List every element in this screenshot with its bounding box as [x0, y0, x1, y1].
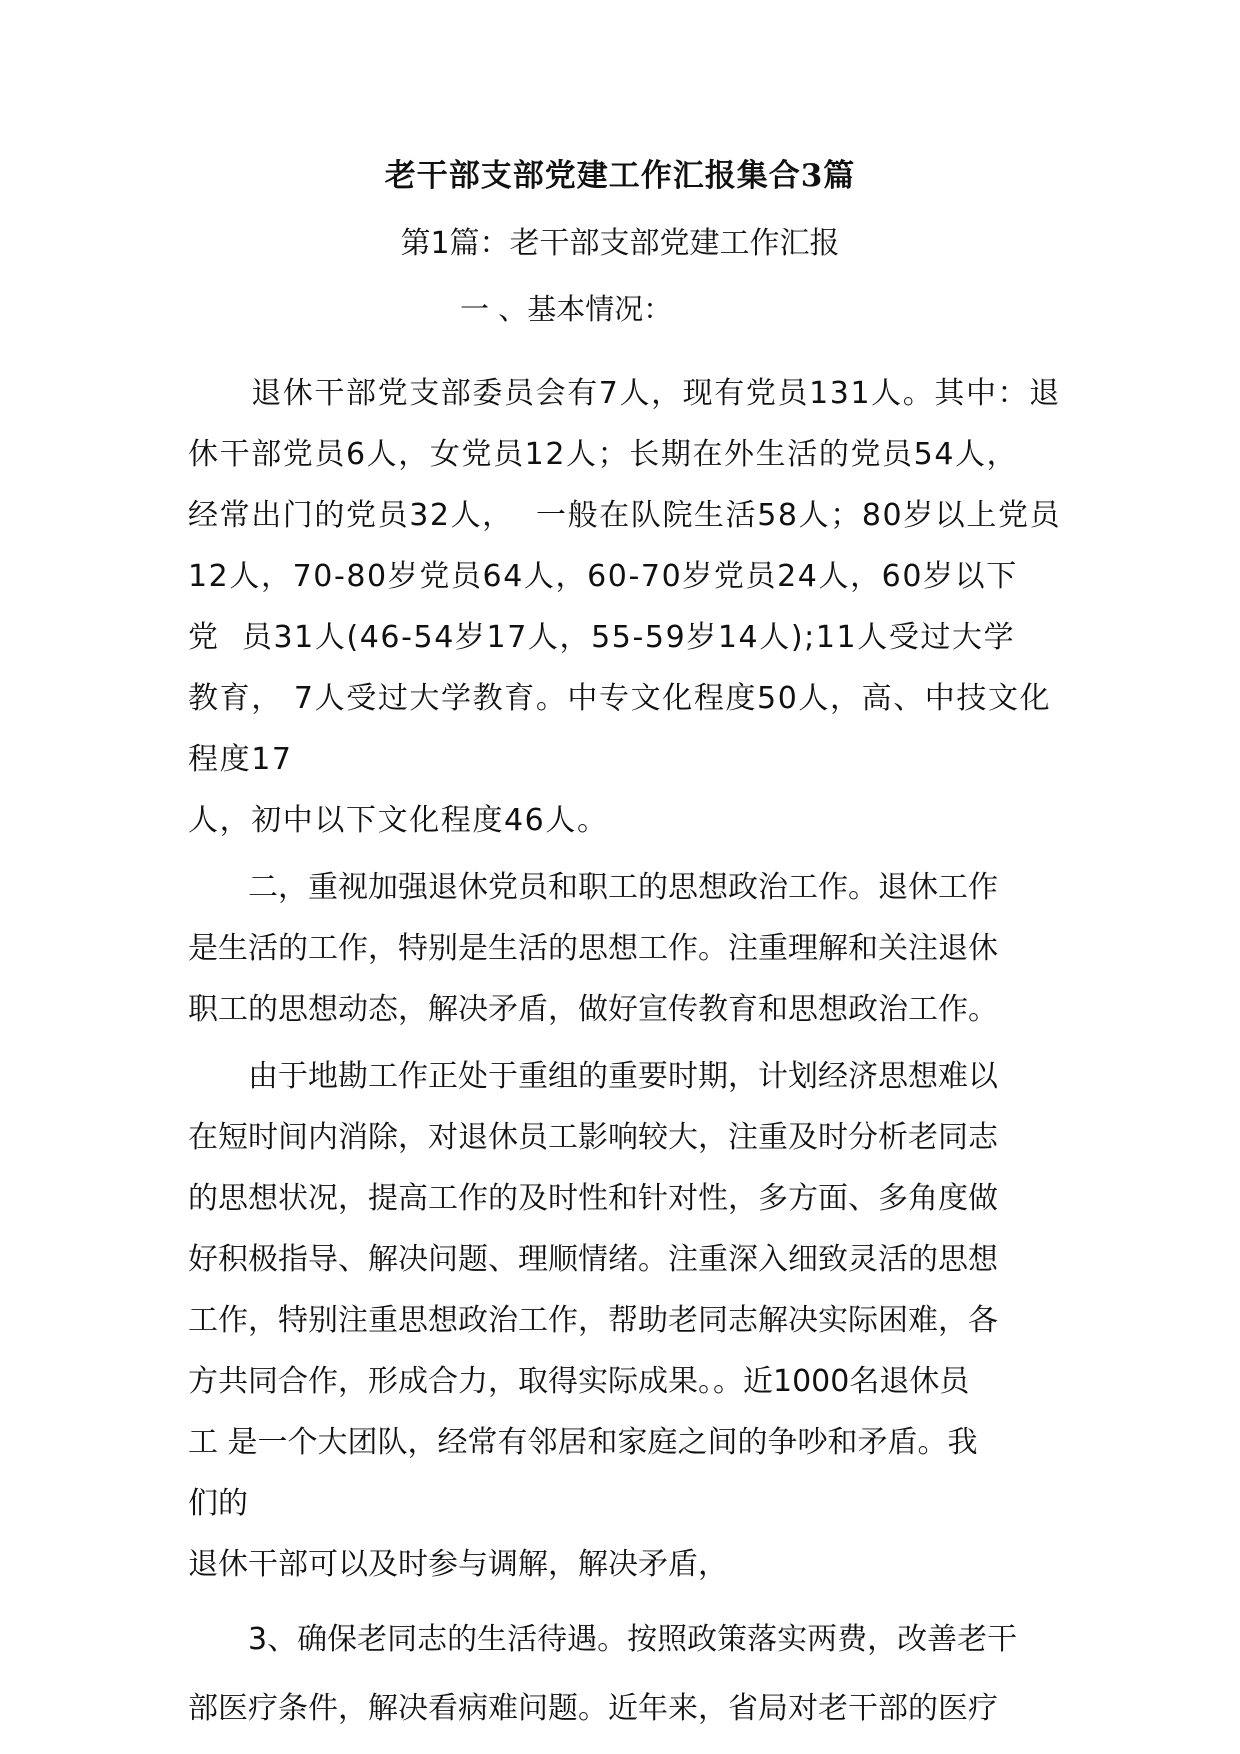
paragraph-line: 程度17: [188, 742, 293, 777]
paragraph-line: 好积极指导、解决问题、理顺情绪。注重深入细致灵活的思想: [188, 1242, 998, 1277]
paragraph-line: 党 员31人(46-54岁17人，55-59岁14人);11人受过大学: [188, 620, 1016, 655]
document-body: [188, 363, 1068, 1739]
paragraph-basic-info: [188, 363, 1068, 851]
paragraph-restructuring: [188, 1046, 1068, 1595]
section-heading: 一 、基本情况：: [460, 292, 673, 326]
paragraph-line: 方共同合作，形成合力，取得实际成果。。近1000名退休员: [188, 1364, 970, 1399]
paragraph-line: 的思想状况，提高工作的及时性和针对性，多方面、多角度做: [188, 1181, 998, 1216]
paragraph-line: 退休干部可以及时参与调解，解决矛盾，: [188, 1547, 728, 1582]
paragraph-line: 由于地勘工作正处于重组的重要时期，计划经济思想难以: [188, 1059, 998, 1094]
paragraph-ideological-work: [188, 857, 1068, 1040]
document-subtitle: 第1篇：老干部支部党建工作汇报: [400, 226, 840, 261]
paragraph-line: 12人，70-80岁党员64人，60-70岁党员24人，60岁以下: [188, 559, 1018, 594]
paragraph-line: 教育， 7人受过大学教育。中专文化程度50人，高、中技文化: [188, 681, 1052, 716]
paragraph-line: 是生活的工作，特别是生活的思想工作。注重理解和关注退休: [188, 931, 998, 966]
document-title: 老干部支部党建工作汇报集合3篇: [384, 158, 856, 194]
paragraph-line: 在短时间内消除，对退休员工影响较大，注重及时分析老同志: [188, 1120, 998, 1155]
paragraph-living-treatment: [188, 1609, 1068, 1739]
paragraph-line: 职工的思想动态，解决矛盾，做好宣传教育和思想政治工作。: [188, 992, 998, 1027]
paragraph-line: 工作，特别注重思想政治工作，帮助老同志解决实际困难，各: [188, 1303, 998, 1338]
paragraph-line: 3、确保老同志的生活待遇。按照政策落实两费，改善老干: [188, 1622, 1018, 1657]
paragraph-line: 经常出门的党员32人， 一般在队院生活58人；80岁以上党员: [188, 498, 1062, 533]
paragraph-line: 休干部党员6人，女党员12人；长期在外生活的党员54人，: [188, 437, 1019, 472]
paragraph-line: 二，重视加强退休党员和职工的思想政治工作。退休工作: [188, 870, 998, 905]
paragraph-line: 退休干部党支部委员会有7人，现有党员131人。其中：退: [188, 376, 1061, 411]
paragraph-line: 人，初中以下文化程度46人。: [188, 803, 609, 838]
paragraph-line: 工 是一个大团队，经常有邻居和家庭之间的争吵和矛盾。我: [188, 1425, 978, 1460]
paragraph-line: 部医疗条件，解决看病难问题。近年来，省局对老干部的医疗: [188, 1691, 998, 1726]
paragraph-line: 们的: [188, 1486, 248, 1521]
